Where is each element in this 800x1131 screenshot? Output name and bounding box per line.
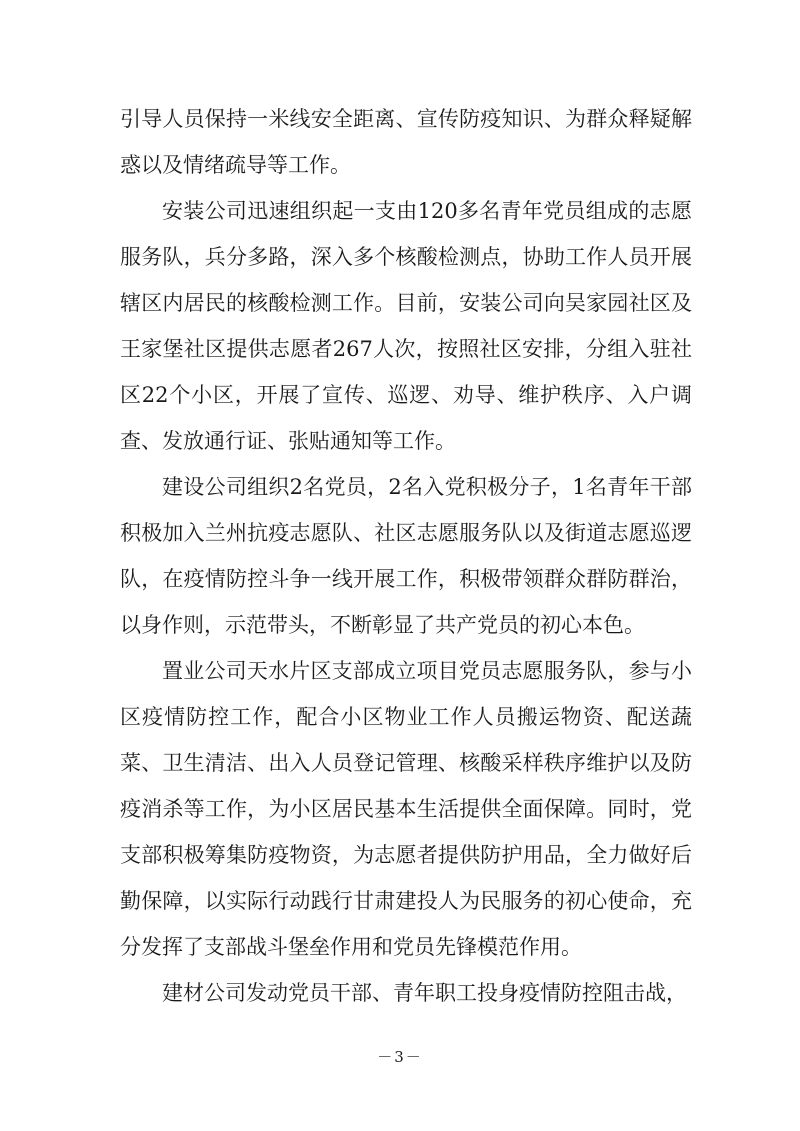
paragraph-building-materials-company: 建材公司发动党员干部、青年职工投身疫情防控阻击战，: [162, 981, 687, 1005]
paragraph-construction-company: 建设公司组织2名党员，2名入党积极分子，1名青年干部积极加入兰州抗疫志愿队、社区志愿服务队以及街道志愿巡逻队，在疫情防控斗争一线开展工作，积极带领群众群防群治，以身作则，示范带头，不断彰显了共产党员的初心本色。: [120, 475, 692, 637]
paragraph-installation-company: 安装公司迅速组织起一支由120多名青年党员组成的志愿服务队，兵分多路，深入多个核酸检测点，协助工作人员开展辖区内居民的核酸检测工作。目前，安装公司向吴家园社区及王家堡社区提供志愿者267人次，按照社区安排，分组入驻社区22个小区，开展了宣传、巡逻、劝导、维护秩序、入户调查、发放通行证、张贴通知等工作。: [120, 199, 692, 453]
paragraph-continuation: 引导人员保持一米线安全距离、宣传防疫知识、为群众释疑解惑以及情绪疏导等工作。: [120, 107, 692, 177]
page-number: －3－: [377, 1048, 423, 1066]
paragraph-property-company: 置业公司天水片区支部成立项目党员志愿服务队，参与小区疫情防控工作，配合小区物业工作人员搬运物资、配送蔬菜、卫生清洁、出入人员登记管理、核酸采样秩序维护以及防疫消杀等工作，为小区居民基本生活提供全面保障。同时，党支部积极筹集防疫物资，为志愿者提供防护用品，全力做好后勤保障，以实际行动践行甘肃建投人为民服务的初心使命，充分发挥了支部战斗堡垒作用和党员先锋模范作用。: [120, 659, 692, 959]
body-text: [120, 96, 692, 1016]
